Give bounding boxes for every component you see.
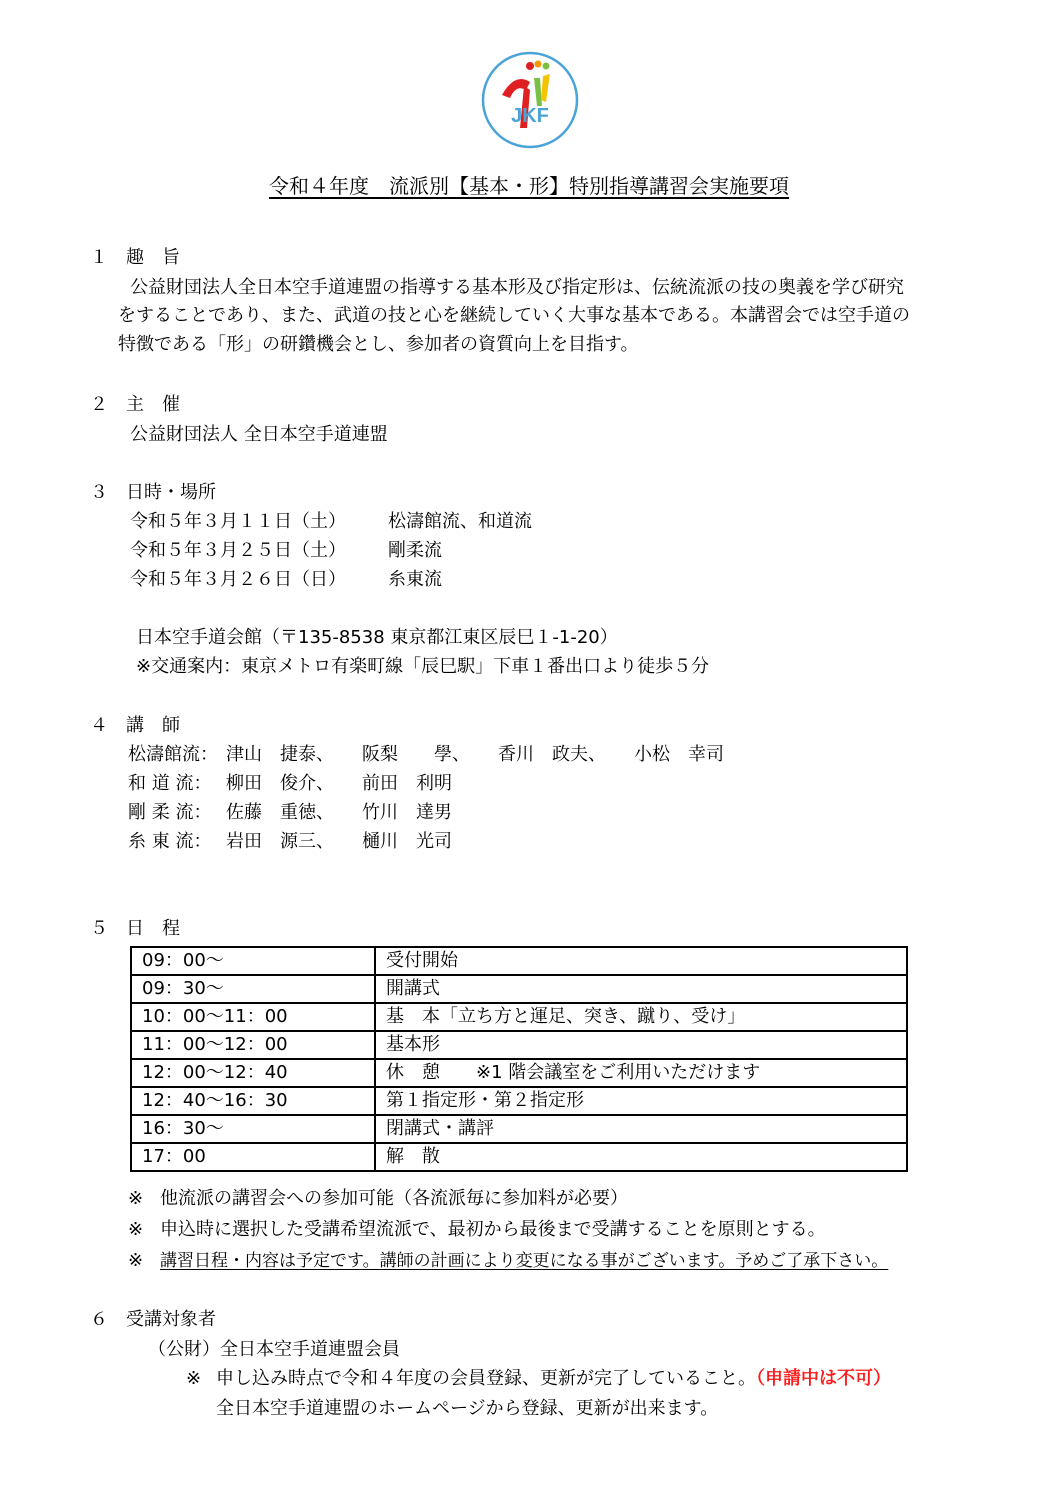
purpose-line-3: 特徴である「形」の研鑽機会とし、参加者の資質向上を目指す。: [118, 334, 639, 355]
target-participants: （公財）全日本空手道連盟会員: [148, 1339, 400, 1360]
schedule-item: 第１指定形・第２指定形: [375, 1087, 907, 1115]
instructor-name: 柳田 俊介、: [226, 773, 334, 794]
instructor-style: 剛 柔 流：: [128, 802, 212, 823]
table-row: [131, 975, 907, 1003]
note-mark: ※: [186, 1368, 202, 1389]
date-1: 令和５年３月１１日（土）: [130, 511, 346, 532]
note-mark: ※: [128, 1250, 144, 1271]
schedule-time: 09：30～: [131, 975, 375, 1003]
schedule-item: 受付開始: [375, 947, 907, 975]
purpose-line-1: 公益財団法人全日本空手道連盟の指導する基本形及び指定形は、伝統流派の技の奥義を学び研究: [130, 277, 904, 298]
schedule-item: 基本形: [375, 1031, 907, 1059]
date-3: 令和５年３月２６日（日）: [130, 569, 346, 590]
date-1-style: 松濤館流、和道流: [388, 511, 532, 532]
section-1-heading: １ 趣 旨: [90, 247, 180, 268]
schedule-time: 17：00: [131, 1143, 375, 1171]
section-3-heading: ３ 日時・場所: [90, 482, 216, 503]
schedule-time: 09：00～: [131, 947, 375, 975]
schedule-time: 11：00～12：00: [131, 1031, 375, 1059]
instructor-name: 岩田 源三、: [226, 831, 334, 852]
date-2: 令和５年３月２５日（土）: [130, 540, 346, 561]
instructor-name: 前田 利明: [362, 773, 452, 794]
table-row: [131, 1003, 907, 1031]
instructor-name: 津山 捷泰、: [226, 744, 334, 765]
table-row: [131, 947, 907, 975]
date-3-style: 糸東流: [388, 569, 442, 590]
section-2-heading: ２ 主 催: [90, 394, 180, 415]
schedule-note: 他流派の講習会への参加可能（各流派毎に参加料が必要）: [160, 1188, 628, 1209]
instructor-style: 松濤館流：: [128, 744, 218, 765]
note-mark: ※: [128, 1188, 144, 1209]
schedule-time: 12：00～12：40: [131, 1059, 375, 1087]
note-mark: ※: [128, 1219, 144, 1240]
access-info: ※交通案内：東京メトロ有楽町線「辰巳駅」下車１番出口より徒歩５分: [136, 656, 710, 677]
section-6-heading: ６ 受講対象者: [90, 1309, 216, 1330]
instructor-style: 糸 東 流：: [128, 831, 212, 852]
organizer: 公益財団法人 全日本空手道連盟: [130, 424, 388, 445]
table-row: [131, 1031, 907, 1059]
membership-note-text: 申し込み時点で令和４年度の会員登録、更新が完了していること。: [216, 1368, 756, 1389]
schedule-time: 10：00～11：00: [131, 1003, 375, 1031]
schedule-time: 16：30～: [131, 1115, 375, 1143]
schedule-note: 申込時に選択した受講希望流派で、最初から最後まで受講することを原則とする。: [160, 1219, 826, 1240]
logo-text: JKF: [511, 105, 549, 127]
membership-note: [216, 1367, 891, 1391]
jkf-logo: [480, 50, 580, 150]
pending-not-allowed: （申請中は不可）: [756, 1368, 891, 1389]
section-4-heading: ４ 講 師: [90, 715, 180, 736]
schedule-item: 基 本「立ち方と運足、突き、蹴り、受け」: [375, 1003, 907, 1031]
document-title: 令和４年度 流派別【基本・形】特別指導講習会実施要項: [269, 174, 789, 198]
instructor-name: 阪梨 學、: [362, 744, 470, 765]
table-row: [131, 1087, 907, 1115]
table-row: [131, 1059, 907, 1087]
schedule-item: 開講式: [375, 975, 907, 1003]
instructor-style: 和 道 流：: [128, 773, 212, 794]
instructor-name: 小松 幸司: [634, 744, 724, 765]
table-row: [131, 1143, 907, 1171]
schedule-note-underlined: 講習日程・内容は予定です。講師の計画により変更になる事がございます。予めご了承下さい。: [160, 1251, 889, 1271]
schedule-table: [130, 946, 908, 1172]
purpose-line-2: をすることであり、また、武道の技と心を継続していく大事な基本である。本講習会では空手道の: [118, 305, 910, 326]
section-5-heading: ５ 日 程: [90, 918, 180, 939]
instructor-name: 樋川 光司: [362, 831, 452, 852]
table-row: [131, 1115, 907, 1143]
instructor-name: 香川 政夫、: [498, 744, 606, 765]
instructor-name: 竹川 達男: [362, 802, 452, 823]
membership-note-line-2: 全日本空手道連盟のホームページから登録、更新が出来ます。: [216, 1398, 719, 1419]
venue: 日本空手道会館（〒135-8538 東京都江東区辰巳１-1-20）: [136, 627, 618, 648]
schedule-item: 解 散: [375, 1143, 907, 1171]
date-2-style: 剛柔流: [388, 540, 442, 561]
schedule-item: 閉講式・講評: [375, 1115, 907, 1143]
schedule-time: 12：40～16：30: [131, 1087, 375, 1115]
schedule-item: 休 憩 ※1 階会議室をご利用いただけます: [375, 1059, 907, 1087]
instructor-name: 佐藤 重徳、: [226, 802, 334, 823]
